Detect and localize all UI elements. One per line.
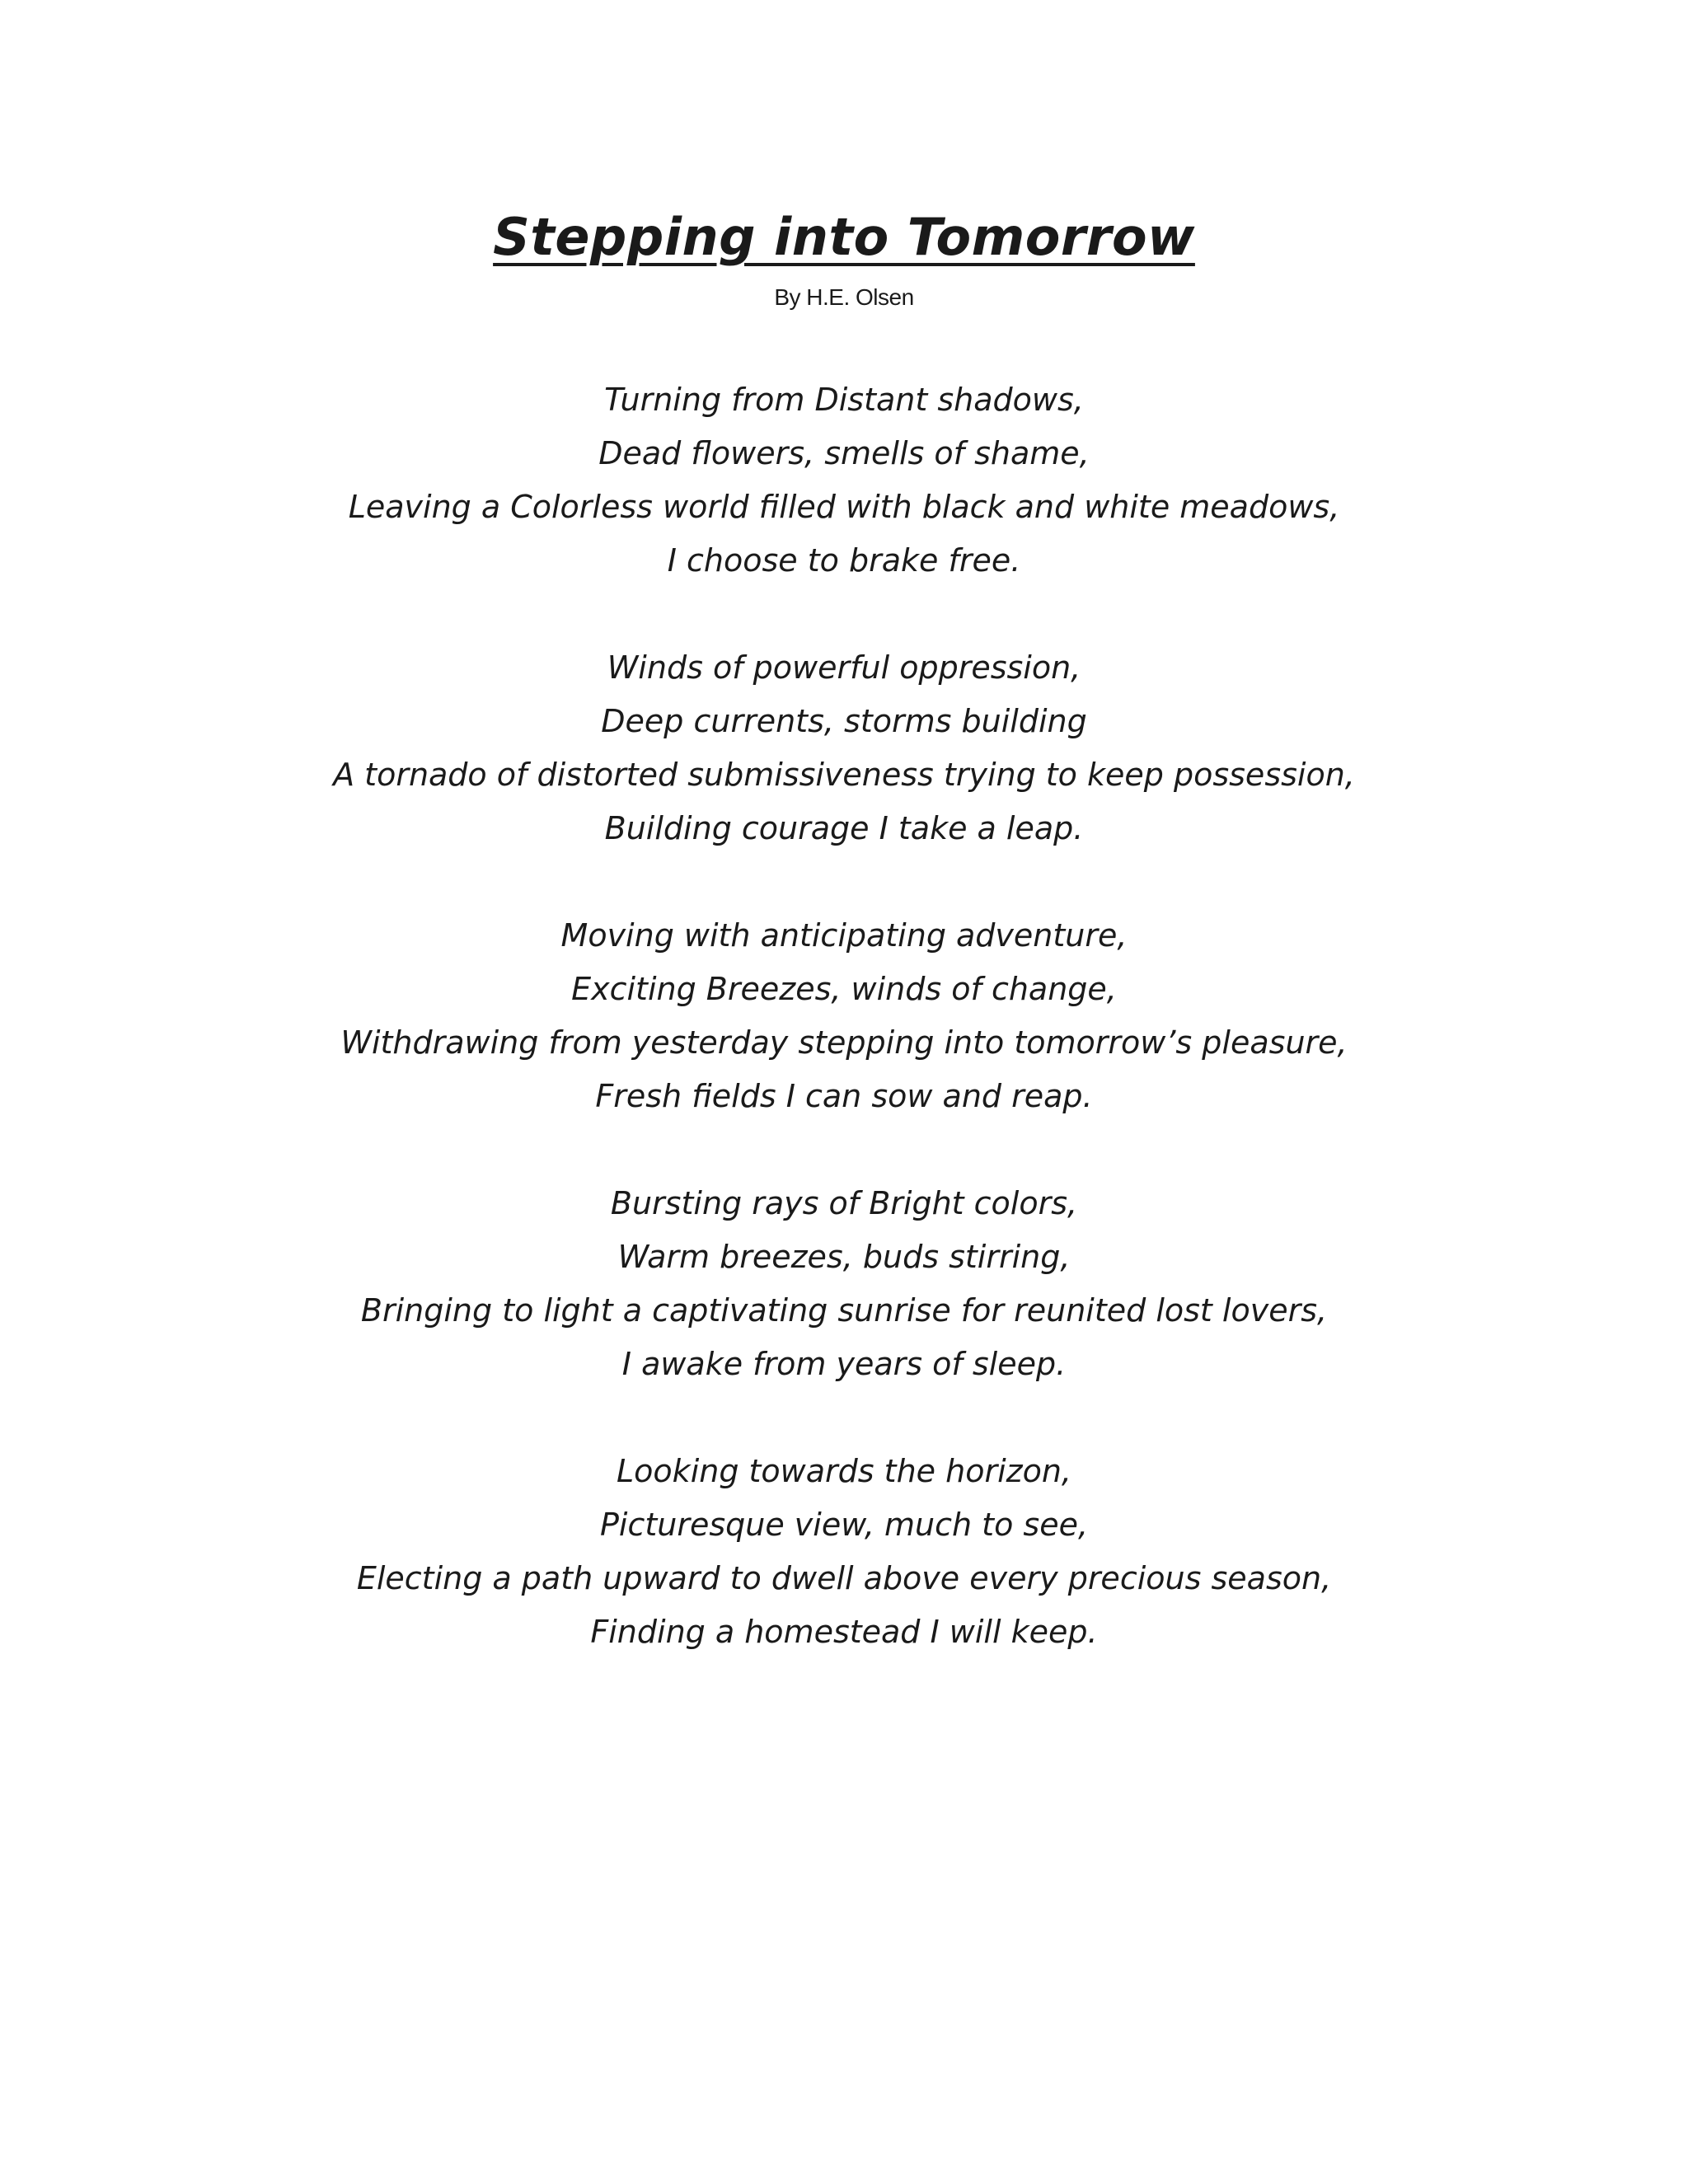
poem-line: Building courage I take a leap. (604, 810, 1084, 846)
poem-line: Looking towards the horizon, (617, 1453, 1071, 1489)
stanza-4 (0, 1177, 1688, 1391)
poem-title (0, 204, 1688, 270)
poem-line: Winds of powerful oppression, (607, 649, 1081, 686)
poem-line: Picturesque view, much to see, (599, 1507, 1089, 1543)
poem-line: Bringing to light a captivating sunrise for reunited lost lovers, (360, 1292, 1328, 1329)
poem-line: Electing a path upward to dwell above every precious season, (356, 1560, 1332, 1596)
poem-line: I choose to brake free. (667, 542, 1021, 579)
poem-line: Leaving a Colorless world filled with black and white meadows, (348, 489, 1340, 525)
poem-byline: By H.E. Olsen (774, 284, 914, 310)
poem-line: Withdrawing from yesterday stepping into tomorrow’s pleasure, (340, 1024, 1348, 1061)
poem-title-text: Stepping into Tomorrow (493, 207, 1195, 267)
poem-line: Fresh fields I can sow and reap. (595, 1078, 1093, 1114)
poem-line: Warm breezes, buds stirring, (617, 1239, 1071, 1275)
poem-line: Bursting rays of Bright colors, (610, 1185, 1078, 1221)
poem-line: I awake from years of sleep. (621, 1346, 1067, 1382)
poem-line: Exciting Breezes, winds of change, (571, 971, 1117, 1007)
poem-line: A tornado of distorted submissiveness trying to keep possession, (333, 757, 1355, 793)
poem-line: Moving with anticipating adventure, (560, 917, 1128, 954)
stanza-5 (0, 1445, 1688, 1659)
poem-line: Finding a homestead I will keep. (590, 1614, 1098, 1650)
poem-line: Turning from Distant shadows, (604, 382, 1084, 418)
poem-body (0, 373, 1688, 1713)
stanza-1 (0, 373, 1688, 588)
poem-line: Dead flowers, smells of shame, (598, 435, 1090, 471)
stanza-3 (0, 909, 1688, 1123)
poem-line: Deep currents, storms building (601, 703, 1087, 739)
stanza-2 (0, 641, 1688, 855)
